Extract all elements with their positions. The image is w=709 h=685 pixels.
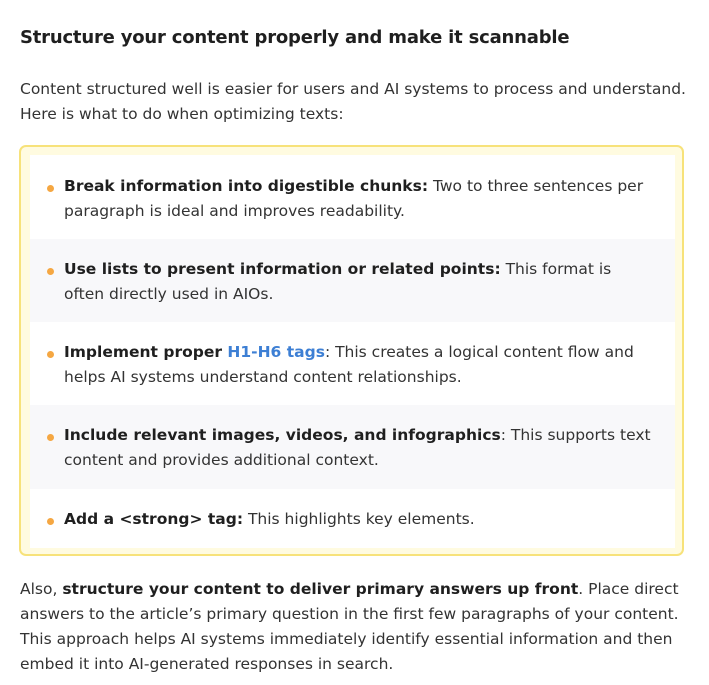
list-item-bold: Add a <strong> tag: [64,510,244,528]
list-item [30,405,675,489]
outro-paragraph [20,577,690,677]
list-item [30,322,675,405]
outro-prefix: Also, [20,580,63,598]
list-item [30,155,675,239]
list-item [30,489,675,548]
list-item-text: This highlights key elements. [243,510,475,528]
tips-callout-box [19,145,684,556]
list-item-text: : This creates a logical content flow and helps AI systems understand content relationships. [64,343,634,386]
list-item-text: This format is often directly used in AIOs. [64,260,612,303]
list-item-bold: Include relevant images, videos, and infographics [64,426,501,444]
list-item-bold: Implement proper [64,343,228,361]
bullet-icon [47,268,54,275]
bullet-icon [47,518,54,525]
list-item [30,239,675,322]
intro-paragraph: Content structured well is easier for users and AI systems to process and understand. Here is what to do when optimizing texts: [20,80,686,123]
list-item-text: Two to three sentences per paragraph is ideal and improves readability. [64,177,644,220]
outro-text: . Place direct answers to the article’s primary question in the first few paragraphs of your content. This approach helps AI systems immediately identify essential information and then embed it into AI-generated responses in search. [20,580,679,673]
bullet-icon [47,185,54,192]
outro-bold: structure your content to deliver primary answers up front [62,580,579,598]
tips-list [30,155,673,546]
list-item-text: : This supports text content and provides additional context. [64,426,651,469]
bullet-icon [47,351,54,358]
list-item-bold: Break information into digestible chunks: [64,177,429,195]
bullet-icon [47,434,54,441]
list-item-bold: Use lists to present information or related points: [64,260,501,278]
section-heading: Structure your content properly and make it scannable [20,27,570,48]
h1-h6-tags-link[interactable]: H1-H6 tags [227,343,325,361]
